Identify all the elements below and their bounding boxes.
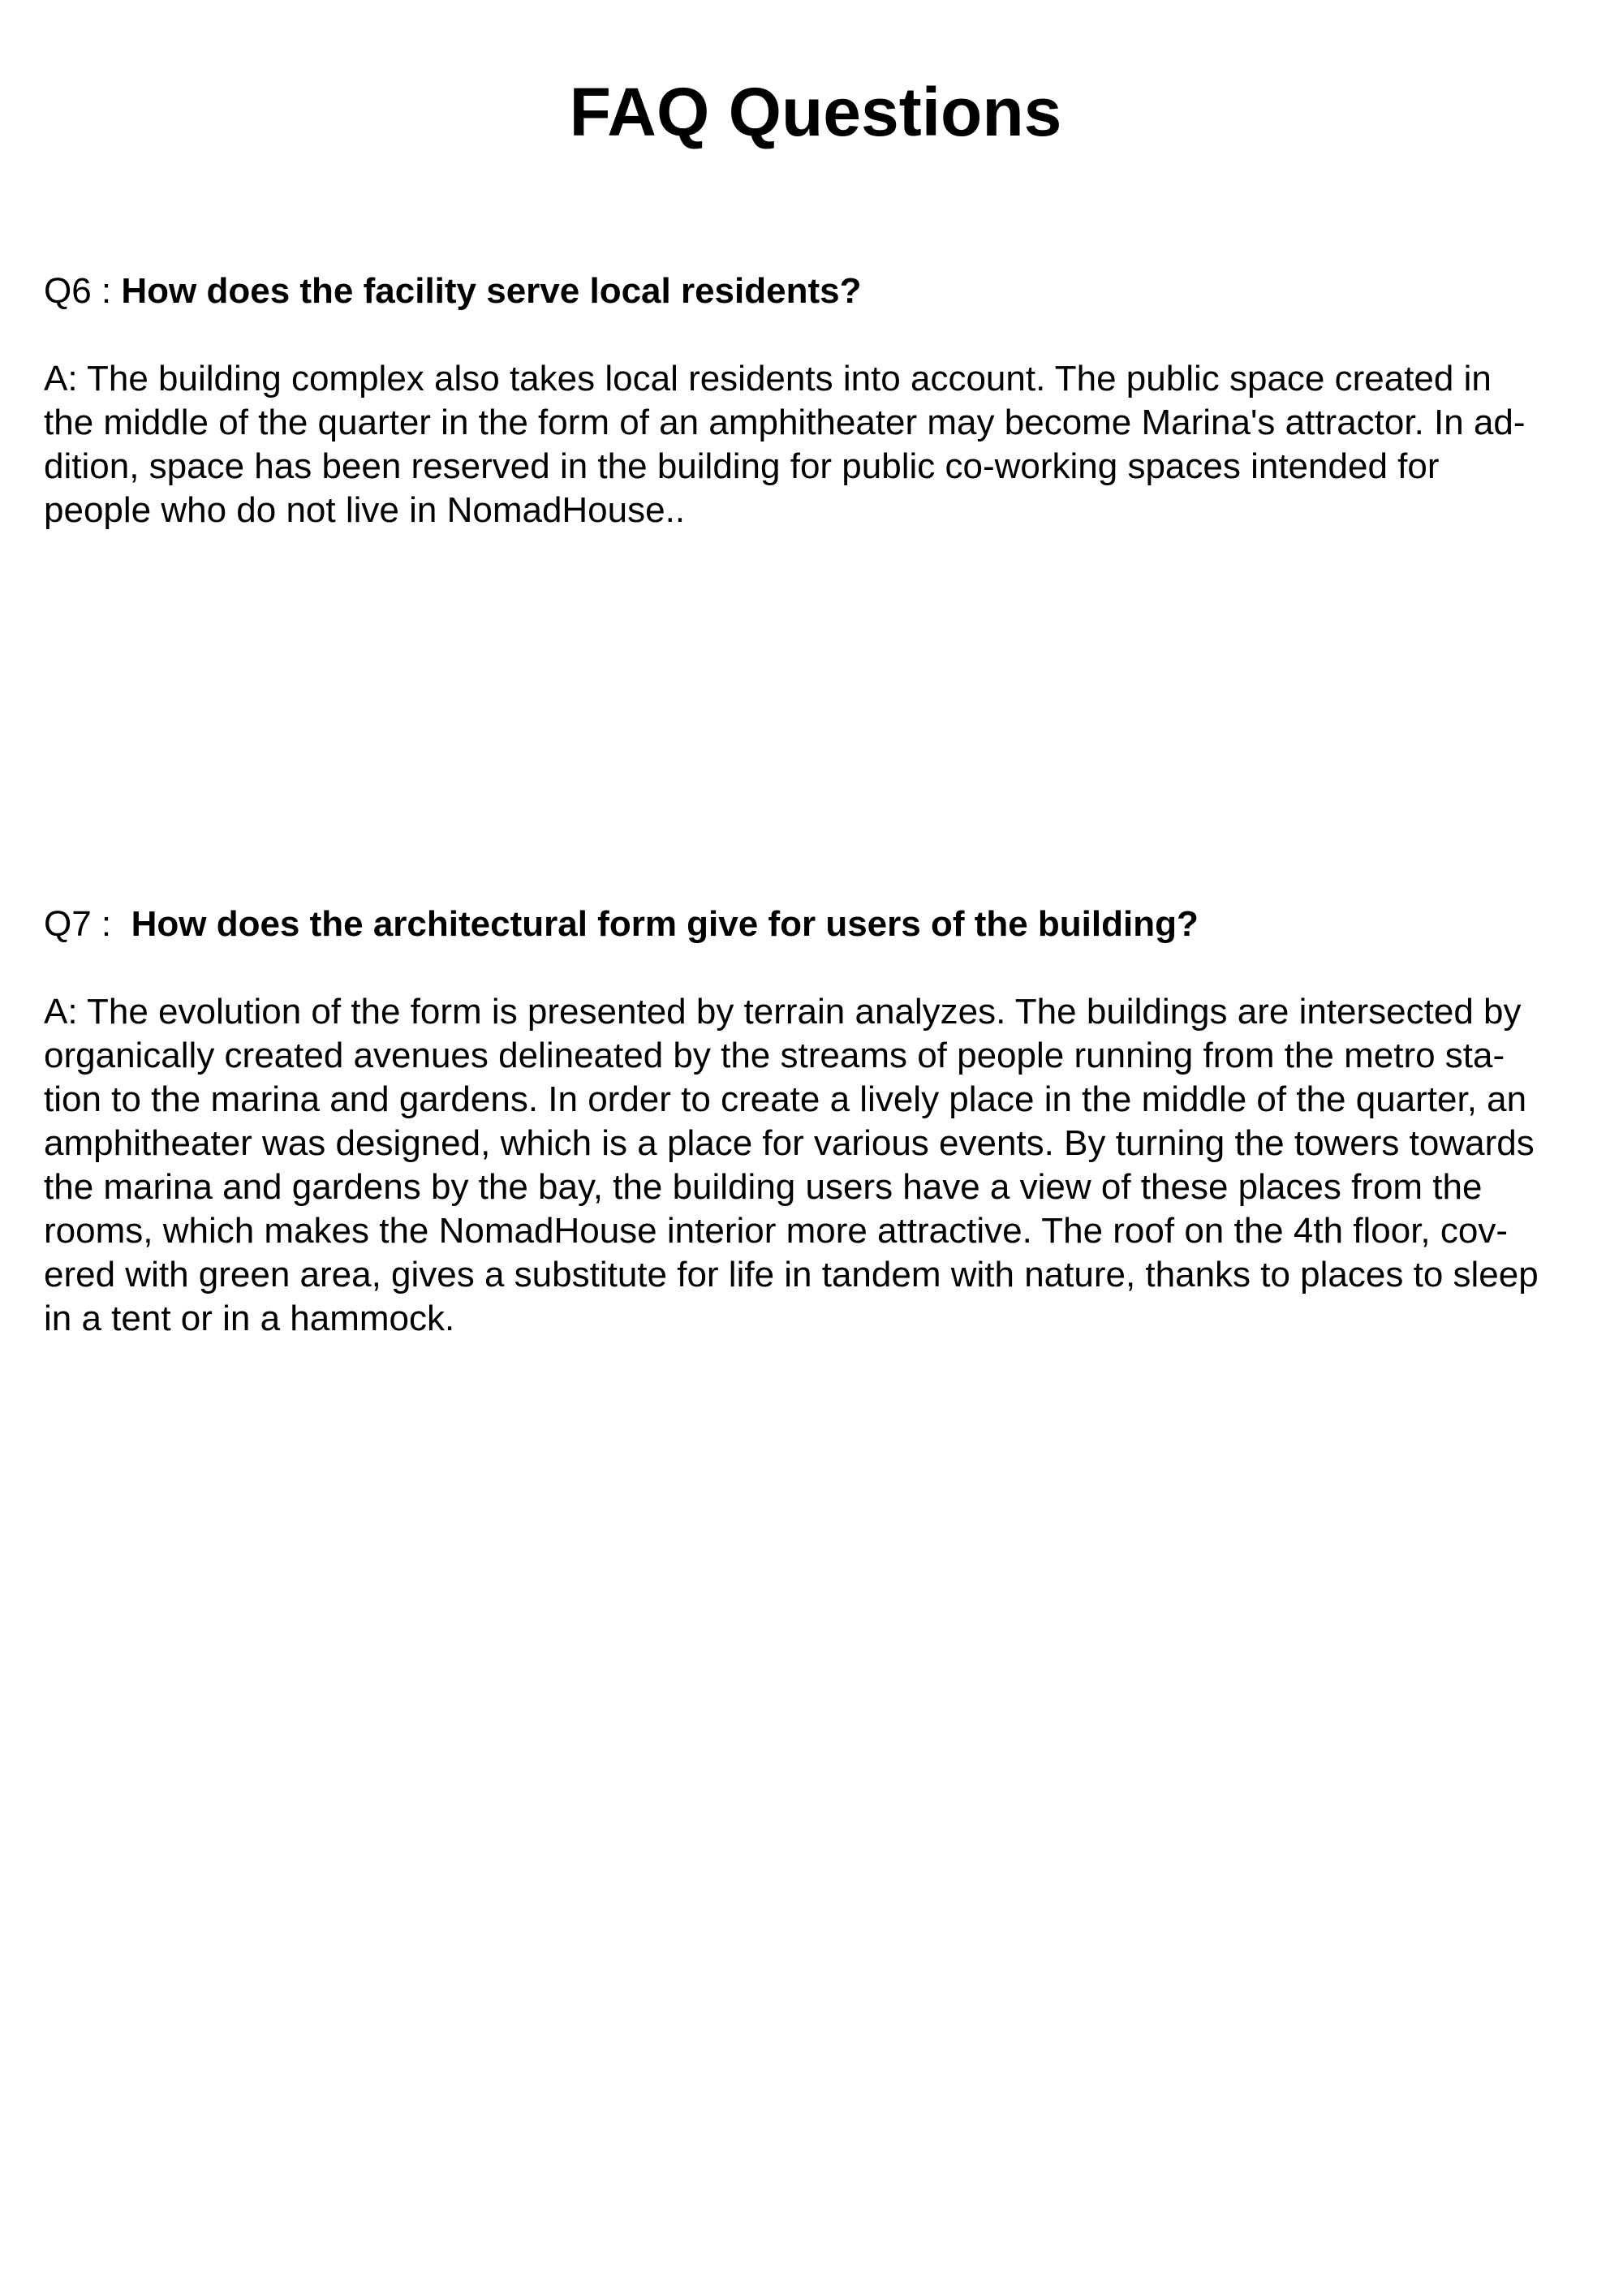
faq-question — [44, 269, 1586, 313]
answer-line: the marina and gardens by the bay, the building users have a view of these places from the — [44, 1167, 1483, 1207]
faq-answer — [44, 990, 1586, 1341]
faq-question — [44, 902, 1586, 946]
answer-line: ered with green area, gives a substitute for life in tandem with nature, thanks to places to sleep — [44, 1255, 1539, 1294]
page-title: FAQ Questions — [569, 74, 1062, 150]
answer-line: organically created avenues delineated by the streams of people running from the metro sta- — [44, 1036, 1505, 1075]
answer-line: dition, space has been reserved in the building for public co-working spaces intended for — [44, 446, 1440, 486]
question-text: How does the architectural form give for users of the building? — [131, 904, 1199, 944]
question-number: Q6 : — [44, 271, 122, 311]
faq-item-q7 — [44, 902, 1586, 1341]
answer-line: rooms, which makes the NomadHouse interior more attractive. The roof on the 4th floor, cov- — [44, 1211, 1508, 1251]
answer-line: people who do not live in NomadHouse.. — [44, 490, 686, 530]
question-number: Q7 : — [44, 904, 131, 944]
answer-line: the middle of the quarter in the form of an amphitheater may become Marina's attractor. In ad- — [44, 403, 1526, 442]
question-text: How does the facility serve local residents? — [121, 271, 862, 311]
answer-line: tion to the marina and gardens. In order to create a lively place in the middle of the quarter, an — [44, 1079, 1527, 1119]
answer-line: in a tent or in a hammock. — [44, 1299, 455, 1338]
faq-item-q6 — [44, 269, 1586, 532]
faq-answer — [44, 357, 1586, 532]
answer-line: A: The evolution of the form is presented by terrain analyzes. The buildings are intersected by — [44, 992, 1522, 1032]
answer-line: A: The building complex also takes local residents into account. The public space created in — [44, 359, 1492, 398]
answer-line: amphitheater was designed, which is a place for various events. By turning the towers towards — [44, 1123, 1535, 1163]
